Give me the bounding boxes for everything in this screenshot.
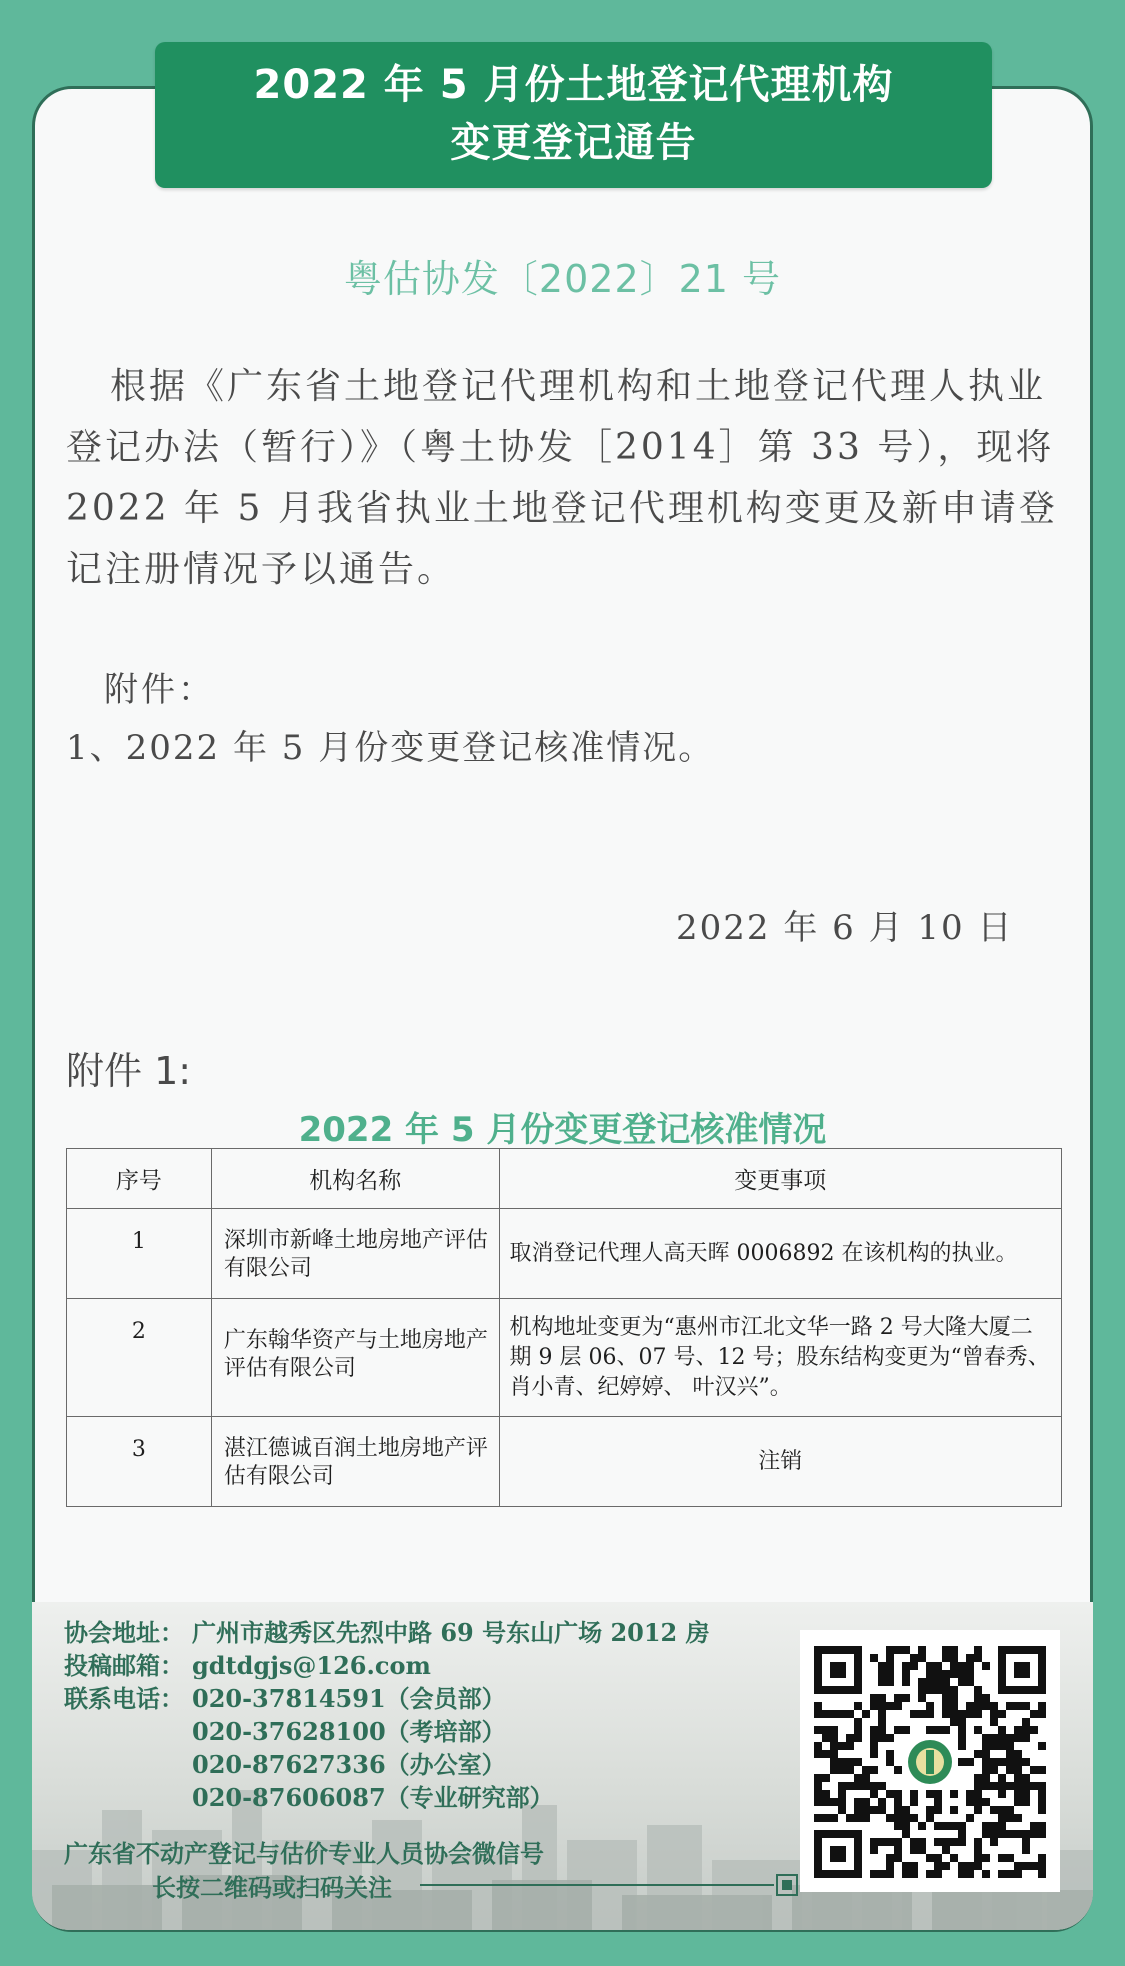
agency-name: 广东翰华资产与土地房地产评估有限公司 (211, 1299, 499, 1417)
title-banner (155, 42, 992, 188)
title-line-2: 变更登记通告 (450, 120, 697, 166)
change-item: 机构地址变更为“惠州市江北文华一路 2 号大隆大厦二期 9 层 06、07 号、12 号；股东结构变更为“曾春秀、 肖小青、纪婷婷、 叶汉兴”。 (499, 1299, 1061, 1417)
wechat-account-name: 广东省不动产登记与估价专业人员协会微信号 (64, 1839, 544, 1868)
phone-number[interactable]: 020-87627336（办公室） (192, 1750, 506, 1779)
title-line-1: 2022 年 5 月份土地登记代理机构 (253, 62, 894, 108)
phone-number[interactable]: 020-87606087（专业研究部） (192, 1783, 554, 1812)
address-row (64, 1616, 710, 1649)
phone-row (64, 1715, 710, 1748)
email-label: 投稿邮箱： (64, 1651, 184, 1680)
row-number: 2 (67, 1299, 212, 1417)
wechat-qr-code[interactable] (800, 1630, 1060, 1892)
change-item: 取消登记代理人高天晖 0006892 在该机构的执业。 (499, 1209, 1061, 1299)
signature-date: 2022 年 6 月 10 日 (676, 908, 1014, 948)
qr-code-icon (776, 1874, 798, 1896)
phone-label: 联系电话： (64, 1684, 184, 1713)
column-header-change: 变更事项 (499, 1149, 1061, 1209)
contact-info (64, 1616, 710, 1814)
table-row (67, 1299, 1062, 1417)
phone-row (64, 1682, 710, 1715)
change-item: 注销 (499, 1417, 1061, 1507)
email-row (64, 1649, 710, 1682)
table-row (67, 1209, 1062, 1299)
phone-number[interactable]: 020-37814591（会员部） (192, 1684, 506, 1713)
document-number: 粤估协发〔2022〕21 号 (343, 257, 782, 301)
attachments-heading: 附件： (104, 670, 215, 710)
address-value: 广州市越秀区先烈中路 69 号东山广场 2012 房 (192, 1618, 710, 1647)
agency-name: 湛江德诚百润土地房地产评估有限公司 (211, 1417, 499, 1507)
annex-label: 附件 1: (66, 1049, 192, 1093)
email-value[interactable]: gdtdgjs@126.com (192, 1651, 431, 1680)
phone-row (64, 1748, 710, 1781)
notice-body (66, 356, 1066, 600)
row-number: 3 (67, 1417, 212, 1507)
column-header-name: 机构名称 (211, 1149, 499, 1209)
association-logo-icon (903, 1735, 957, 1789)
row-number: 1 (67, 1209, 212, 1299)
qr-code-image (800, 1630, 1060, 1892)
phone-number[interactable]: 020-37628100（考培部） (192, 1717, 506, 1746)
table-header-row (67, 1149, 1062, 1209)
table-title: 2022 年 5 月份变更登记核准情况 (298, 1110, 827, 1150)
footer-divider (420, 1884, 774, 1886)
phone-row (64, 1781, 710, 1814)
attachment-item-1: 1、2022 年 5 月份变更登记核准情况。 (66, 728, 715, 768)
address-label: 协会地址： (64, 1618, 184, 1647)
wechat-follow-hint: 长按二维码或扫码关注 (152, 1873, 392, 1902)
notice-body-text: 根据《广东省土地登记代理机构和土地登记代理人执业登记办法（暂行）》（粤土协发［2014］第 33 号），现将 2022 年 5 月我省执业土地登记代理机构变更及新申请登记注册情况予以通告。 (66, 366, 1058, 590)
changes-table (66, 1148, 1062, 1507)
agency-name: 深圳市新峰土地房地产评估有限公司 (211, 1209, 499, 1299)
column-header-no: 序号 (67, 1149, 212, 1209)
table-row (67, 1417, 1062, 1507)
